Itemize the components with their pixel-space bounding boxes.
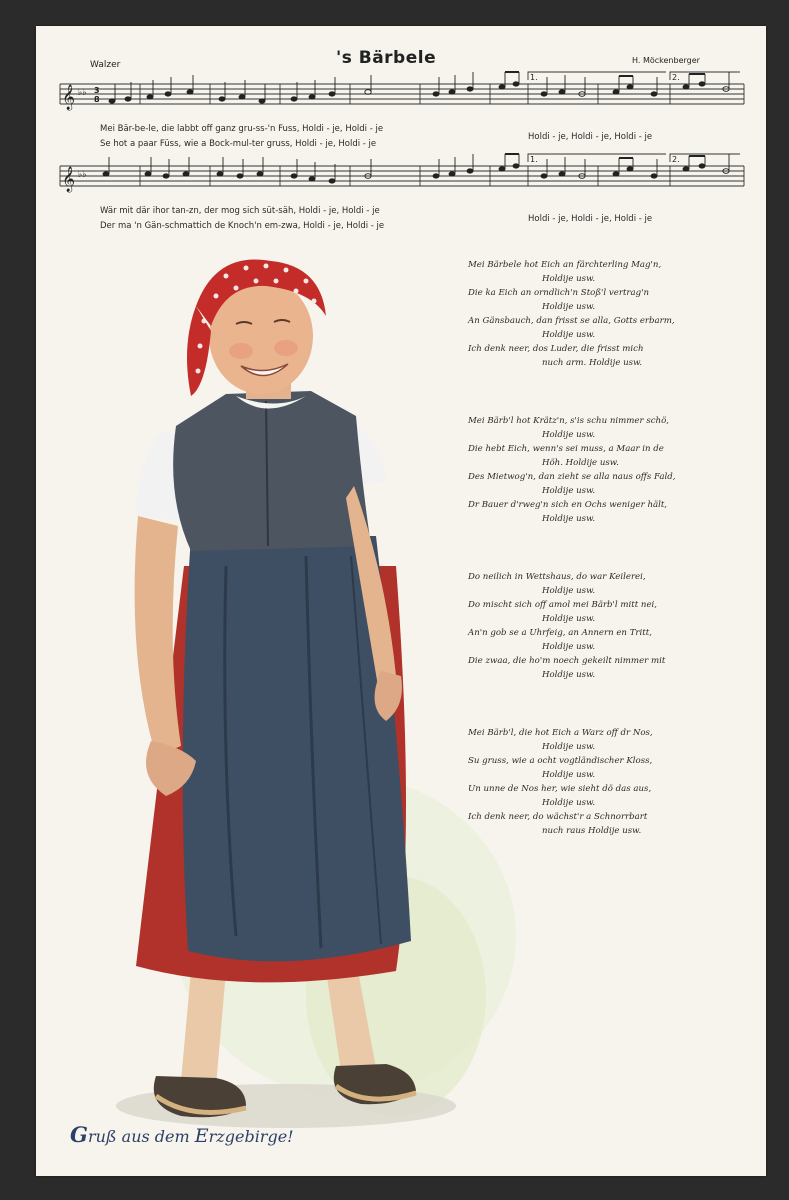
verse-line: Holdije usw. — [542, 514, 596, 524]
svg-text:3: 3 — [94, 86, 100, 95]
song-title: 's Bärbele — [336, 48, 437, 68]
verse-1 — [468, 258, 758, 370]
svg-text:𝄞: 𝄞 — [62, 85, 76, 110]
greeting-part-1: ruß aus dem — [87, 1127, 195, 1146]
verse-line: Holdije usw. — [542, 430, 596, 440]
verse-line: nuch arm. Holdije usw. — [542, 358, 643, 368]
verse-line: Holdije usw. — [542, 274, 596, 284]
verse-line: Ich denk neer, dos Luder, die frisst mich — [468, 344, 644, 354]
verse-4 — [468, 726, 758, 838]
verse-line: Höh. Holdije usw. — [542, 458, 619, 468]
volta-1-label: 1. — [530, 155, 538, 164]
music-staff-1 — [50, 70, 750, 118]
verse-2 — [468, 414, 758, 526]
verse-line: Mei Bärb'l hot Krätz'n, s'is schu nimmer schö, — [468, 416, 670, 426]
verse-line: Die ka Eich an orndlich'n Stoß'l vertrag'n — [468, 288, 650, 298]
greeting-text — [70, 1122, 294, 1147]
verse-line: Holdije usw. — [542, 586, 596, 596]
composer-name: H. Möckenberger — [632, 56, 700, 65]
verse-line: Mei Bärbele hot Eich an färchterling Mag'n, — [468, 260, 662, 270]
staff1-lyric-line-2: Se hot a paar Füss, wie a Bock-mul-ter gruss, Holdi - je, Holdi - je — [100, 139, 377, 149]
postcard — [36, 26, 766, 1176]
verse-line: Ich denk neer, do wächst'r a Schnorrbart — [468, 812, 648, 822]
svg-text:𝄞: 𝄞 — [62, 167, 76, 192]
verse-line: An Gänsbauch, dan frisst se alla, Gotts erbarm, — [468, 316, 675, 326]
verse-line: Die zwaa, die ho'm noech gekeilt nimmer mit — [468, 656, 666, 666]
verse-line: Holdije usw. — [542, 614, 596, 624]
volta-2-label: 2. — [672, 155, 680, 164]
music-staff-2 — [50, 152, 750, 200]
greeting-part-2: rzgebirge! — [208, 1127, 294, 1146]
volta-2-label: 2. — [672, 73, 680, 82]
verse-line: Dr Bauer d'rweg'n sich en Ochs weniger hält, — [468, 500, 668, 510]
staff2-lyric-line-2: Der ma 'n Gän-schmattich de Knoch'n em-zwa, Holdi - je, Holdi - je — [100, 221, 385, 231]
verse-line: Des Mietwog'n, dan zieht se alla naus offs Fald, — [468, 472, 676, 482]
verse-line: Holdije usw. — [542, 642, 596, 652]
verse-3 — [468, 570, 758, 682]
woman-illustration — [96, 236, 516, 1146]
verse-line: Mei Bärb'l, die hot Eich a Warz off dr Nos, — [468, 728, 653, 738]
greeting-initial-g: G — [70, 1122, 88, 1147]
verse-line: Holdije usw. — [542, 486, 596, 496]
verse-line: Un unne de Nos her, wie sieht dö das aus, — [468, 784, 652, 794]
svg-text:8: 8 — [94, 95, 100, 104]
verse-line: Do neilich in Wettshaus, do war Keilerei, — [468, 572, 646, 582]
staff2-lyric-line-1: Wär mit där ihor tan-zn, der mog sich süt-säh, Holdi - je, Holdi - je — [100, 206, 380, 216]
staff2-refrain: Holdi - je, Holdi - je, Holdi - je — [528, 214, 653, 224]
greeting-initial-e: E — [194, 1125, 209, 1147]
verse-line: Do mischt sich off amol mei Bärb'l mitt nei, — [468, 600, 658, 610]
volta-1-label: 1. — [530, 73, 538, 82]
verse-line: Holdije usw. — [542, 330, 596, 340]
verse-line: Holdije usw. — [542, 302, 596, 312]
svg-text:♭♭: ♭♭ — [78, 88, 87, 98]
verse-line: Holdije usw. — [542, 770, 596, 780]
verse-line: Holdije usw. — [542, 798, 596, 808]
verse-line: Die hebt Eich, wenn's sei muss, a Maar in de — [468, 444, 664, 454]
staff1-refrain: Holdi - je, Holdi - je, Holdi - je — [528, 132, 653, 142]
svg-text:♭♭: ♭♭ — [78, 170, 87, 180]
verse-line: Su gruss, wie a ocht vogtländischer Kloss, — [468, 756, 653, 766]
staff1-lyric-line-1: Mei Bär-be-le, die labbt off ganz gru-ss-'n Fuss, Holdi - je, Holdi - je — [100, 124, 384, 134]
tempo-marking: Walzer — [90, 60, 121, 70]
verse-line: nuch raus Holdije usw. — [542, 826, 642, 836]
verse-line: An'n gob se a Uhrfeig, an Annern en Tritt, — [468, 628, 652, 638]
verse-line: Holdije usw. — [542, 670, 596, 680]
verse-line: Holdije usw. — [542, 742, 596, 752]
